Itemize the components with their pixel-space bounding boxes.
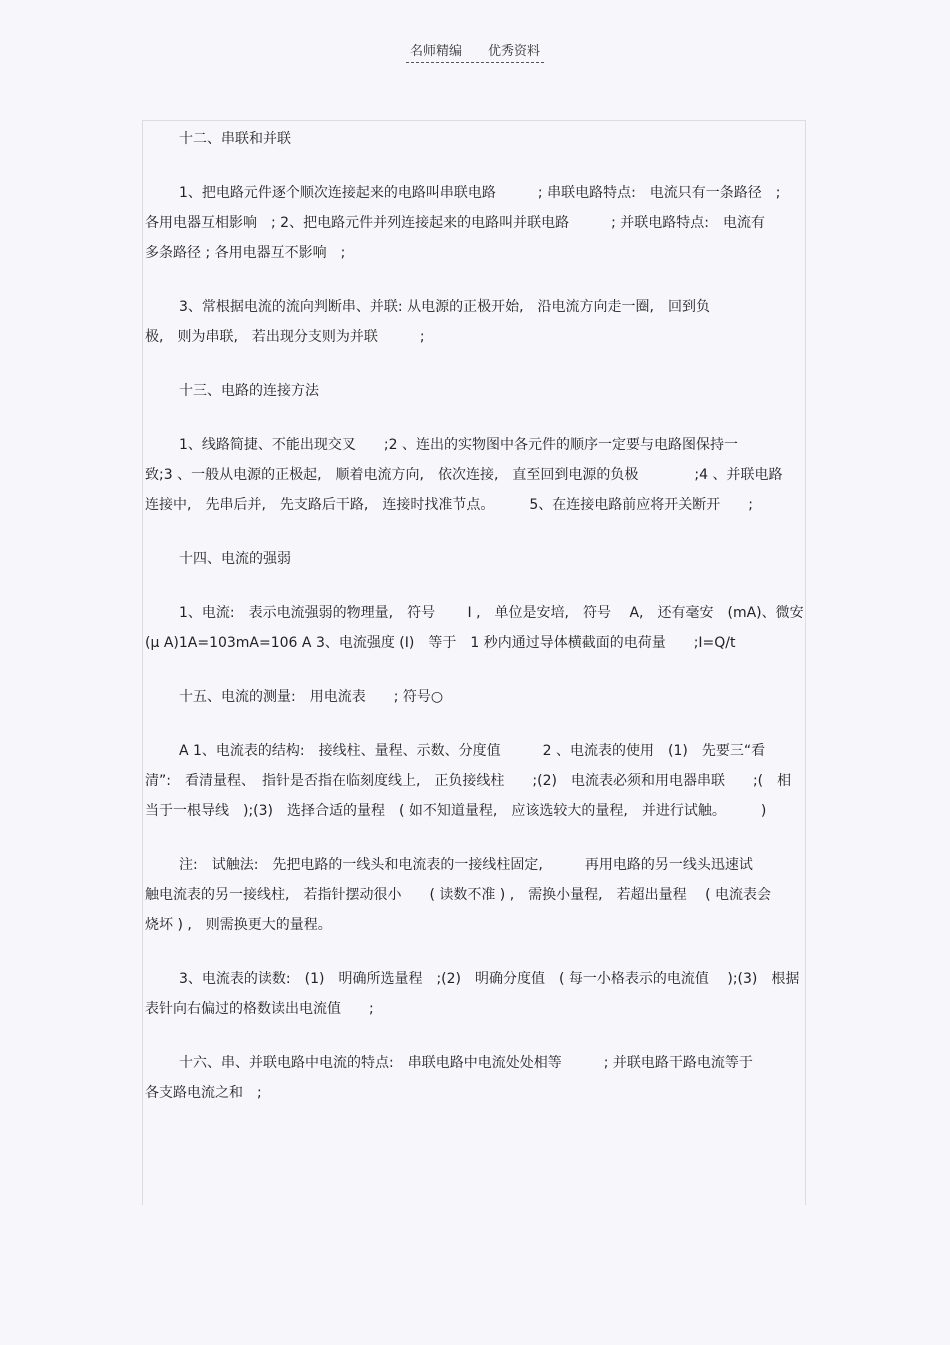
text-line: 当于一根导线 );(3) 选择合适的量程 ( 如不知道量程, 应该选较大的量程, 并进行试触。 ) — [145, 803, 767, 819]
document-page — [142, 120, 806, 1205]
text-line: 注: 试触法: 先把电路的一线头和电流表的一接线柱固定, 再用电路的另一线头迅速试 — [179, 857, 753, 873]
paragraph — [145, 736, 805, 826]
header-left: 名师精编 — [409, 44, 462, 59]
text-line: 致;3 、一般从电源的正极起, 顺着电流方向, 依次连接, 直至回到电源的负极 ;4 、并联电路 — [145, 467, 783, 483]
text-line: 3、电流表的读数: (1) 明确所选量程 ;(2) 明确分度值 ( 每一小格表示的电流值 );(3) 根据 — [179, 971, 800, 987]
section-heading — [145, 682, 805, 712]
text-line: 十六、串、并联电路中电流的特点: 串联电路中电流处处相等 ; 并联电路干路电流等于 — [179, 1055, 753, 1071]
text-line: 1、线路简捷、不能出现交叉 ;2 、连出的实物图中各元件的顺序一定要与电路图保持一 — [179, 437, 738, 453]
paragraph — [145, 292, 805, 352]
text-line: 连接中, 先串后并, 先支路后干路, 连接时找准节点。 5、在连接电路前应将开关断开 ; — [145, 497, 753, 513]
text-line: 十三、电路的连接方法 — [179, 383, 319, 399]
paragraph — [145, 598, 805, 658]
text-line: 各支路电流之和 ; — [145, 1085, 262, 1101]
text-line: 十二、串联和并联 — [179, 131, 291, 147]
paragraph — [145, 430, 805, 520]
section-heading — [145, 376, 805, 406]
page-header — [0, 40, 950, 63]
text-line: 极, 则为串联, 若出现分支则为并联 ; — [145, 329, 425, 345]
text-line: 3、常根据电流的流向判断串、并联: 从电源的正极开始, 沿电流方向走一圈, 回到负 — [179, 299, 710, 315]
text-line: 1、把电路元件逐个顺次连接起来的电路叫串联电路 ; 串联电路特点: 电流只有一条路径 ; — [179, 185, 781, 201]
text-line: 十五、电流的测量: 用电流表 ; 符号○ — [179, 689, 444, 705]
paragraph — [145, 178, 805, 268]
document-body — [145, 124, 805, 1108]
text-line: (μ A)1A=103mA=106 A 3、电流强度 (I) 等于 1 秒内通过导体横截面的电荷量 ;I=Q/t — [145, 635, 736, 651]
text-line: 烧坏 ) , 则需换更大的量程。 — [145, 917, 332, 933]
text-line: 多条路径 ; 各用电器互不影响 ; — [145, 245, 346, 261]
text-line: 表针向右偏过的格数读出电流值 ; — [145, 1001, 374, 1017]
text-line: 十四、电流的强弱 — [179, 551, 291, 567]
paragraph — [145, 1048, 805, 1108]
text-line: 各用电器互相影响 ; 2、把电路元件并列连接起来的电路叫并联电路 ; 并联电路特点: 电流有 — [145, 215, 765, 231]
paragraph — [145, 964, 805, 1024]
text-line: 清”: 看清量程、 指针是否指在临刻度线上, 正负接线柱 ;(2) 电流表必须和用电器串联 ;( 相 — [145, 773, 792, 789]
section-heading — [145, 544, 805, 574]
header-text — [406, 40, 544, 63]
section-heading — [145, 124, 805, 154]
text-line: 触电流表的另一接线柱, 若指针摆动很小 ( 读数不准 ) , 需换小量程, 若超出量程 ( 电流表会 — [145, 887, 771, 903]
paragraph — [145, 850, 805, 940]
header-right: 优秀资料 — [488, 44, 541, 59]
text-line: A 1、电流表的结构: 接线柱、量程、示数、分度值 2 、电流表的使用 (1) 先要三“看 — [179, 743, 766, 759]
text-line: 1、电流: 表示电流强弱的物理量, 符号 I , 单位是安培, 符号 A, 还有毫安 (mA)、微安 — [179, 605, 804, 621]
